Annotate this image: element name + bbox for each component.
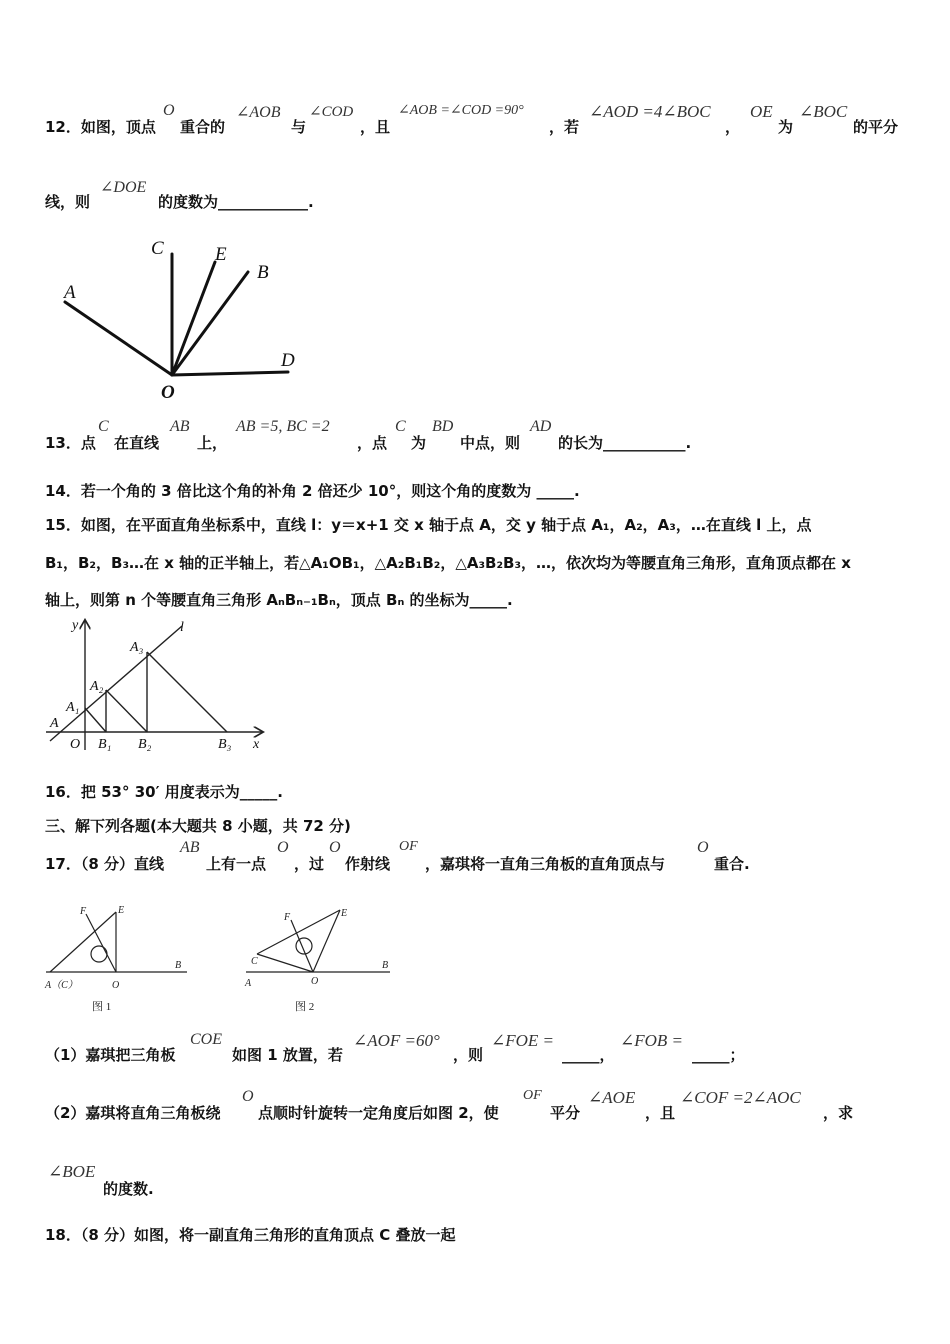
p1-math-fob: ∠FOB = <box>620 1031 684 1050</box>
q13-text-g: 的长为___________. <box>558 434 692 452</box>
q12-text-c: 与 <box>291 118 307 136</box>
q14-line <box>0 480 950 502</box>
q18-line <box>0 1224 950 1246</box>
label-b: B <box>175 960 182 971</box>
p1-math-aof: ∠AOF =60° <box>353 1031 440 1050</box>
seg-a1b1 <box>85 708 106 732</box>
q12-text-f: ， <box>725 118 741 136</box>
q12-text-d: ，且 <box>360 118 391 136</box>
q13-text-a: 13．点 <box>45 434 96 452</box>
q12-line1 <box>0 102 950 138</box>
triangle-leg-oe <box>313 910 340 972</box>
label-b1: B₁ <box>98 737 112 752</box>
q12-text-b: 重合的 <box>180 118 226 136</box>
q15-coordinate-figure <box>42 615 267 755</box>
q15-text-2: B₁，B₂，B₃…在 x 轴的正半轴上，若△A₁OB₁，△A₂B₁B₂，△A₃B₂B₃，…，依次均为等腰直角三角形，直角顶点都在 x <box>45 554 851 572</box>
label-f: F <box>80 906 87 917</box>
triangle-leg-oc <box>257 954 313 972</box>
label-c: C <box>151 238 164 259</box>
section3-line <box>0 815 950 837</box>
q17-math-of: OF <box>399 839 418 854</box>
label-a: A <box>64 282 76 303</box>
p2-math-cof: ∠COF =2∠AOC <box>680 1088 801 1107</box>
section3-title: 三、解下列各题(本大题共 8 小题，共 72 分) <box>45 817 351 835</box>
label-e: E <box>341 908 348 919</box>
label-b: B <box>257 262 269 283</box>
label-o: O <box>70 737 81 752</box>
q12-math-cod: ∠COD <box>309 104 354 120</box>
label-b2: B₂ <box>138 737 152 752</box>
q13-math-vals: AB =5, BC =2 <box>236 418 330 435</box>
q17-math-o3: O <box>697 839 709 856</box>
label-d: D <box>281 350 295 371</box>
line-l <box>50 626 182 741</box>
q12-math-oe: OE <box>750 102 773 121</box>
q13-text-d: ，点 <box>357 434 388 452</box>
q17-text-c: ，过 <box>294 855 325 873</box>
q12-math-aob: ∠AOB <box>236 104 281 121</box>
q17-figure-1 <box>42 900 202 1018</box>
q12-angle-figure <box>55 232 315 407</box>
q13-math-ad: AD <box>530 418 552 435</box>
label-e: E <box>215 244 227 265</box>
q12-text-a: 12．如图，顶点 <box>45 118 156 136</box>
q15-text-3: 轴上，则第 n 个等腰直角三角形 AₙBₙ₋₁Bₙ，顶点 Bₙ 的坐标为_____. <box>45 591 513 609</box>
q17-part1 <box>0 1031 950 1066</box>
p2-text-a: （2）嘉琪将直角三角板绕 <box>45 1104 221 1122</box>
q17-text-f: 重合. <box>714 855 750 873</box>
q12-text-h: 的平分 <box>853 118 899 136</box>
label-f: F <box>284 912 291 923</box>
q16-text: 16．把 53° 30′ 用度表示为_____. <box>45 783 283 801</box>
p1-text-a: （1）嘉琪把三角板 <box>45 1046 176 1064</box>
q12-math-o: O <box>163 102 175 119</box>
caption-fig2: 图 2 <box>295 1001 315 1013</box>
q15-text-1: 15．如图，在平面直角坐标系中，直线 l：y＝x+1 交 x 轴于点 A，交 y 轴于点 A₁，A₂，A₃，…在直线 l 上，点 <box>45 516 812 534</box>
q17-math-o: O <box>277 839 289 856</box>
q12-math-boc: ∠BOC <box>799 102 848 121</box>
p2-math-of: OF <box>523 1088 542 1103</box>
ray-ob <box>172 272 248 375</box>
label-o: O <box>161 382 175 403</box>
q13-line <box>0 418 950 454</box>
q12-text-g: 为 <box>778 118 794 136</box>
q17-text-e: ，嘉琪将一直角三角板的直角顶点与 <box>425 855 666 873</box>
q17-text-d: 作射线 <box>345 855 391 873</box>
p2-math-boe: ∠BOE <box>48 1162 96 1181</box>
label-a2: A₂ <box>90 679 104 694</box>
p2-math-aoe: ∠AOE <box>588 1088 636 1107</box>
q17-part2 <box>0 1088 950 1124</box>
q15-line1 <box>0 514 950 536</box>
label-b3: B₃ <box>218 737 232 752</box>
triangle-hyp <box>50 912 116 972</box>
q13-text-b: 在直线 <box>114 434 160 452</box>
label-c: C <box>251 956 258 967</box>
p2-math-o: O <box>242 1088 254 1105</box>
label-a-c: A（C） <box>45 980 78 991</box>
ray-of <box>86 914 116 972</box>
ray-oe <box>172 262 215 375</box>
q15-line3 <box>0 589 950 611</box>
ray-oa <box>65 302 172 375</box>
q17-line <box>0 839 950 875</box>
p2-text-c: 平分 <box>550 1104 581 1122</box>
label-a: A <box>50 716 59 731</box>
seg-a2b2 <box>106 690 147 732</box>
label-e: E <box>118 905 125 916</box>
q13-text-c: 上， <box>197 434 228 452</box>
q17-text-b: 上有一点 <box>206 855 267 873</box>
q12-math-eq: ∠AOB =∠COD =90° <box>398 103 524 118</box>
label-y: y <box>72 618 79 633</box>
label-x: x <box>253 737 260 752</box>
label-a1: A₁ <box>66 700 80 715</box>
label-o: O <box>311 976 319 987</box>
label-b: B <box>382 960 389 971</box>
q12-line2-b: 的度数为____________. <box>158 193 314 211</box>
label-a3: A₃ <box>130 640 144 655</box>
p2-text-b: 点顺时针旋转一定角度后如图 2，使 <box>258 1104 499 1122</box>
triangle-hole <box>91 946 107 962</box>
seg-a3b3 <box>147 652 227 732</box>
q12-line2 <box>0 179 950 213</box>
q13-text-e: 为 <box>411 434 427 452</box>
q13-text-f: 中点，则 <box>460 434 521 452</box>
q13-math-c: C <box>98 418 109 435</box>
p1-math-coe: COE <box>190 1031 222 1048</box>
q17-part2-line2 <box>0 1162 950 1198</box>
q14-text: 14．若一个角的 3 倍比这个角的补角 2 倍还少 10°，则这个角的度数为 _____. <box>45 482 580 500</box>
q17-math-o2: O <box>329 839 341 856</box>
q17-text-a: 17．（8 分）直线 <box>45 855 165 873</box>
caption-fig1: 图 1 <box>92 1001 112 1013</box>
label-l: l <box>180 620 184 635</box>
p2-text-d: ，且 <box>645 1104 676 1122</box>
triangle-hyp <box>257 910 340 954</box>
p1-text-d: _____， <box>562 1046 615 1064</box>
q17-figure-2 <box>240 900 400 1018</box>
q17-math-ab: AB <box>180 839 200 856</box>
label-o: O <box>112 980 120 991</box>
q12-line2-a: 线，则 <box>45 193 91 211</box>
q13-math-c2: C <box>395 418 406 435</box>
q12-text-e: ，若 <box>549 118 580 136</box>
q12-math-aod: ∠AOD =4∠BOC <box>589 102 711 121</box>
p2-text-e: ，求 <box>823 1104 854 1122</box>
q18-text: 18．（8 分）如图，将一副直角三角形的直角顶点 C 叠放一起 <box>45 1226 456 1244</box>
q13-math-ab: AB <box>170 418 190 435</box>
ray-od <box>172 372 288 375</box>
q12-math-doe: ∠DOE <box>100 179 147 196</box>
p1-math-foe: ∠FOE = <box>491 1031 555 1050</box>
p2-text-f: 的度数. <box>103 1180 154 1198</box>
label-a: A <box>245 978 252 989</box>
p1-text-e: _____； <box>692 1046 745 1064</box>
p1-text-b: 如图 1 放置，若 <box>232 1046 343 1064</box>
q16-line <box>0 781 950 803</box>
ray-of <box>291 920 313 972</box>
p1-text-c: ，则 <box>453 1046 484 1064</box>
q15-line2 <box>0 552 950 574</box>
q13-math-bd: BD <box>432 418 454 435</box>
